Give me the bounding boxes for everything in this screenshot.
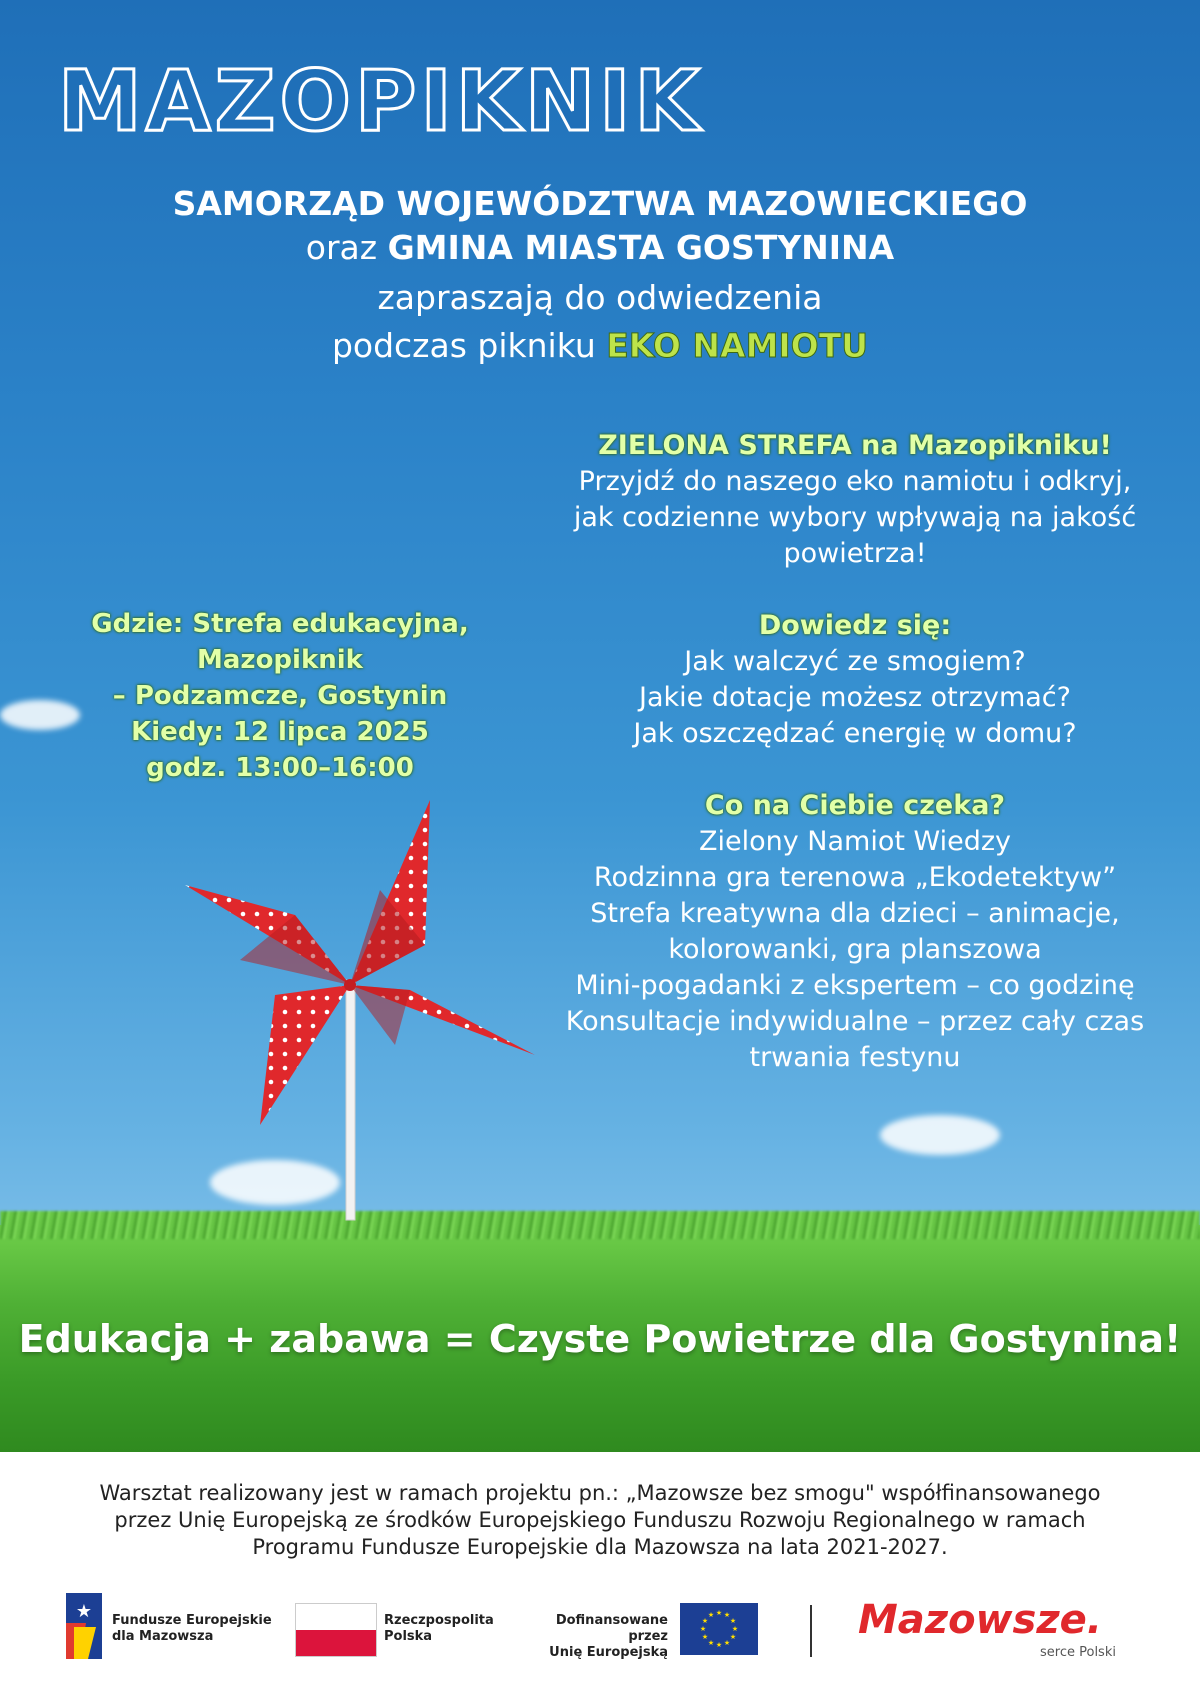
co-organizer-line xyxy=(0,228,1200,267)
zone-line: jak codzienne wybory wpływają na jakość xyxy=(573,502,1137,533)
svg-text:★: ★ xyxy=(729,1633,737,1641)
fe-line: dla Mazowsza xyxy=(112,1629,214,1644)
cloud xyxy=(0,700,80,730)
slogan: Edukacja + zabawa = Czyste Powietrze dla Gostynina! xyxy=(18,1317,1182,1361)
picnic-line xyxy=(0,326,1200,365)
svg-text:★: ★ xyxy=(715,1609,723,1617)
zone-line: powietrza! xyxy=(783,538,927,569)
when-line: Kiedy: 12 lipca 2025 xyxy=(131,717,429,747)
awaits-heading: Co na Ciebie czeka? xyxy=(704,790,1006,821)
awaits-line: Rodzinna gra terenowa „Ekodetektyw” xyxy=(593,862,1117,893)
where-line: Gdzie: Strefa edukacyjna, xyxy=(91,609,469,639)
awaits-line: Zielony Namiot Wiedzy xyxy=(698,826,1012,857)
zone-line: Przyjdź do naszego eko namiotu i odkryj, xyxy=(578,466,1132,497)
polish-flag-icon xyxy=(295,1603,377,1657)
logo-divider xyxy=(810,1605,812,1657)
svg-text:★: ★ xyxy=(701,1617,709,1625)
rp-line: Rzeczpospolita xyxy=(384,1613,494,1628)
where-when-block xyxy=(70,606,490,786)
zone-heading: ZIELONA STREFA na Mazopikniku! xyxy=(598,430,1112,461)
funding-line: przez Unię Europejską ze środków Europejskiego Funduszu Rozwoju Regionalnego w ramach xyxy=(114,1508,1086,1532)
picnic-prefix: podczas pikniku xyxy=(331,326,596,365)
eu-line: Dofinansowane przez xyxy=(555,1613,668,1644)
awaits-line: Mini-pogadanki z ekspertem – co godzinę xyxy=(575,970,1135,1001)
time-line: godz. 13:00–16:00 xyxy=(146,753,414,783)
cloud xyxy=(880,1115,1000,1155)
invite-line: zapraszają do odwiedzenia xyxy=(377,278,823,317)
svg-text:★: ★ xyxy=(723,1639,731,1647)
where-line: – Podzamcze, Gostynin xyxy=(112,681,448,711)
co-organizer-prefix: oraz xyxy=(305,228,378,267)
eko-namiot-highlight: EKO NAMIOTU xyxy=(606,326,869,365)
svg-text:★: ★ xyxy=(729,1617,737,1625)
organizer-line: SAMORZĄD WOJEWÓDZTWA MAZOWIECKIEGO xyxy=(172,184,1028,223)
learn-line: Jakie dotacje możesz otrzymać? xyxy=(639,682,1071,713)
svg-text:★: ★ xyxy=(701,1633,709,1641)
svg-text:★: ★ xyxy=(699,1625,707,1633)
where-line: Mazopiknik xyxy=(197,645,363,675)
funding-line: Warsztat realizowany jest w ramach projektu pn.: „Mazowsze bez smogu" współfinansowanego xyxy=(99,1481,1101,1505)
svg-text:★: ★ xyxy=(715,1641,723,1649)
eu-line: Unię Europejską xyxy=(549,1645,668,1660)
svg-text:★: ★ xyxy=(723,1611,731,1619)
svg-text:★: ★ xyxy=(731,1625,739,1633)
fe-logo-label xyxy=(112,1613,272,1645)
fundusze-europejskie-icon xyxy=(66,1593,102,1659)
awaits-line: Strefa kreatywna dla dzieci – animacje, xyxy=(590,898,1120,929)
svg-text:★: ★ xyxy=(75,1601,93,1622)
awaits-line: kolorowanki, gra planszowa xyxy=(668,934,1042,965)
info-column xyxy=(555,428,1155,1076)
funding-note xyxy=(60,1480,1140,1561)
awaits-line: Konsultacje indywidualne – przez cały czas xyxy=(565,1006,1145,1037)
awaits-line: trwania festynu xyxy=(749,1042,961,1073)
fe-line: Fundusze Europejskie xyxy=(112,1613,272,1628)
sponsor-logos xyxy=(0,1585,1200,1675)
co-organizer-name: GMINA MIASTA GOSTYNINA xyxy=(387,228,895,267)
svg-text:★: ★ xyxy=(707,1611,715,1619)
rp-logo-label xyxy=(384,1613,494,1645)
learn-heading: Dowiedz się: xyxy=(758,610,952,641)
learn-line: Jak oszczędzać energię w domu? xyxy=(633,718,1077,749)
rp-line: Polska xyxy=(384,1629,433,1644)
mazowsze-logo: Mazowsze. xyxy=(858,1597,1102,1643)
funding-line: Programu Fundusze Europejskie dla Mazowsza na lata 2021-2027. xyxy=(252,1535,948,1559)
eu-flag-icon xyxy=(680,1603,758,1655)
learn-line: Jak walczyć ze smogiem? xyxy=(684,646,1026,677)
pinwheel-illustration xyxy=(180,795,560,1235)
event-logo: MAZOPIKNIK xyxy=(58,52,704,150)
mazowsze-tagline: serce Polski xyxy=(1040,1645,1116,1660)
svg-text:★: ★ xyxy=(707,1639,715,1647)
eu-logo-label xyxy=(522,1613,668,1661)
